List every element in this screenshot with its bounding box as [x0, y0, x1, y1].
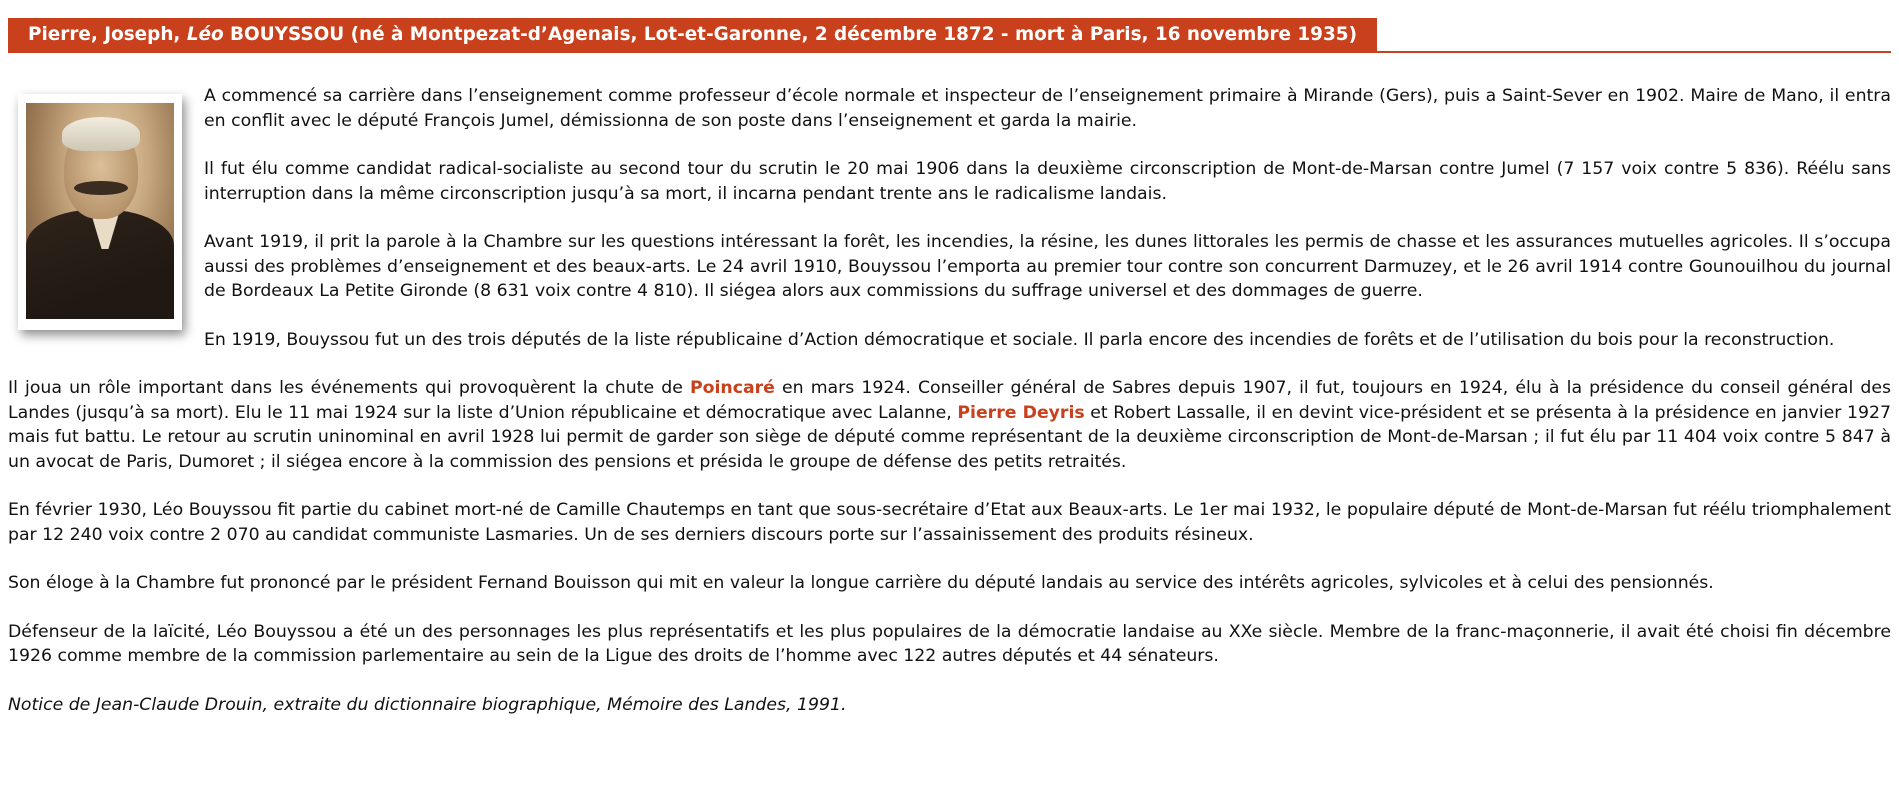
- paragraph-election-1906: Il fut élu comme candidat radical-socialiste au second tour du scrutin le 20 mai 1906 dans la deuxième circonscription de Mont-de-Marsan contre Jumel (7 157 voix contre 5 836). Réélu sans interruption dans la même circonscription jusqu’à sa mort, il incarna pendant trente ans le radicalisme landais.: [204, 159, 1891, 204]
- paragraph-1924: Il joua un rôle important dans les événements qui provoquèrent la chute de Poincaré en mars 1924. Conseiller général de Sabres depuis 1907, il fut, toujours en 1924, élu à la présidence du conseil général des Landes (jusqu’à sa mort). Elu le 11 mai 1924 sur la liste d’Union républicaine et démocratique avec Lalanne, Pierre Deyris et Robert Lassalle, il en devint vice-président et se présenta à la présidence en janvier 1927 mais fut battu. Le retour au scrutin uninominal en avril 1928 lui permit de garder son siège de député comme représentant de la deuxième circonscription de Mont-de-Marsan ; il fut élu par 11 404 voix contre 5 847 à un avocat de Paris, Dumoret ; il siégea encore à la commission des pensions et présida le groupe de défense des petits retraités.: [8, 378, 1892, 472]
- paragraph-eulogy: Son éloge à la Chambre fut prononcé par le président Fernand Bouisson qui mit en valeur la longue carrière du député landais au service des intérêts agricoles, sylvicoles et à celui des pensionnés.: [8, 573, 1714, 593]
- link-poincare[interactable]: Poincaré: [689, 378, 775, 398]
- paragraph-before-1919: Avant 1919, il prit la parole à la Chambre sur les questions intéressant la forêt, les incendies, la résine, les dunes littorales les permis de chasse et les assurances mutuelles agricoles. Il s’occupa aussi des problèmes d’enseignement et des beaux-arts. Le 24 avril 1910, Bouyssou l’emporta au premier tour contre son concurrent Darmuzey, et le 26 avril 1914 contre Gounouilhou du journal de Bordeaux La Petite Gironde (8 631 voix contre 4 810). Il siégea alors aux commissions du suffrage universel et des dommages de guerre.: [204, 232, 1891, 301]
- title-prefix: Pierre, Joseph,: [28, 24, 187, 45]
- title-suffix: BOUYSSOU (né à Montpezat-d’Agenais, Lot-et-Garonne, 2 décembre 1872 - mort à Paris, 16 novembre 1935): [223, 24, 1357, 45]
- paragraph-1919: En 1919, Bouyssou fut un des trois députés de la liste républicaine d’Action démocratique et sociale. Il parla encore des incendies de forêts et de l’utilisation du bois pour la reconstruction.: [204, 329, 1835, 350]
- title-first-name: Léo: [186, 24, 224, 45]
- biography-title: [8, 18, 1377, 51]
- biography-page: [8, 18, 1891, 717]
- portrait-photo: [26, 103, 174, 319]
- paragraph-1930: En février 1930, Léo Bouyssou fit partie du cabinet mort-né de Camille Chautemps en tant que sous-secrétaire d’Etat aux Beaux-arts. Le 1er mai 1932, le populaire député de Mont-de-Marsan fut réélu triomphalement par 12 240 voix contre 2 070 au candidat communiste Lasmaries. Un de ses derniers discours porte sur l’assainissement des produits résineux.: [8, 500, 1891, 545]
- paragraph-laicite: Défenseur de la laïcité, Léo Bouyssou a été un des personnages les plus représentatifs et les plus populaires de la démocratie landaise au XXe siècle. Membre de la franc-maçonnerie, il avait été choisi fin décembre 1926 comme membre de la commission parlementaire au sein de la Ligue des droits de l’homme avec 122 autres députés et 44 sénateurs.: [8, 621, 1891, 666]
- portrait-frame: [18, 94, 182, 330]
- paragraph-early-career: A commencé sa carrière dans l’enseignement comme professeur d’école normale et inspecteur de l’enseignement primaire à Mirande (Gers), puis a Saint-Sever en 1902. Maire de Mano, il entra en conflit avec le député François Jumel, démissionna de son poste dans l’enseignement et garda la mairie.: [204, 86, 1891, 131]
- biography-header: [8, 18, 1891, 53]
- link-pierre-deyris[interactable]: Pierre Deyris: [957, 402, 1085, 423]
- biography-content: [8, 84, 1891, 717]
- source-credit: Notice de Jean-Claude Drouin, extraite du dictionnaire biographique, Mémoire des Landes, 1991.: [8, 694, 847, 715]
